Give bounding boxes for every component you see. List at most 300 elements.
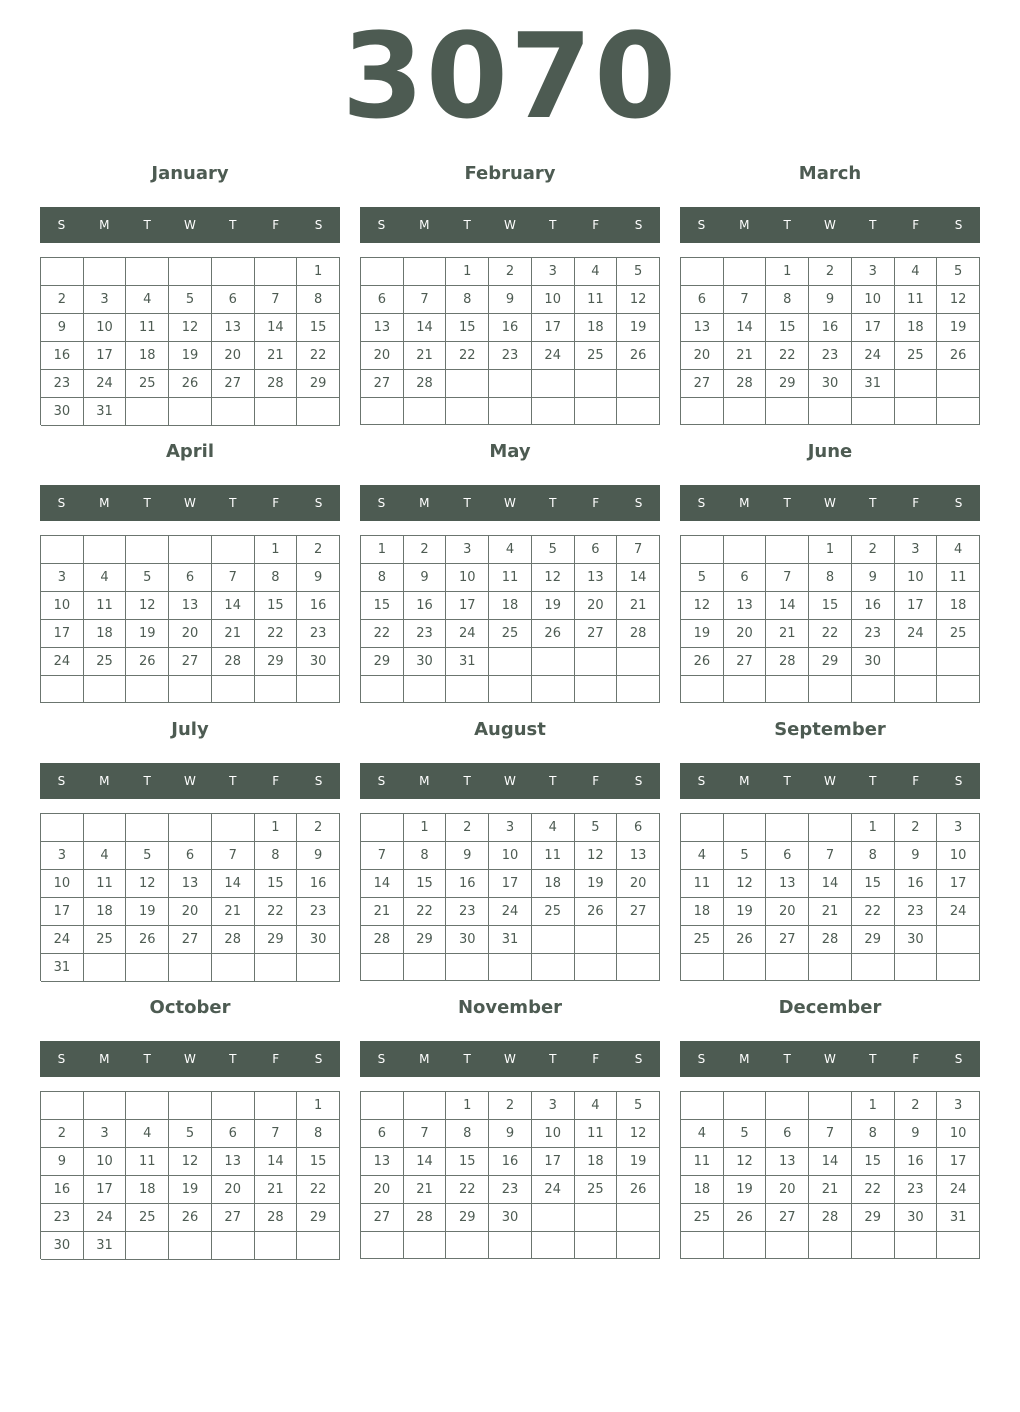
day-cell: 11 xyxy=(575,1120,618,1148)
day-cell: 23 xyxy=(41,1204,84,1232)
weekday-label: S xyxy=(314,218,323,232)
day-cell: 10 xyxy=(937,842,980,870)
empty-day-cell xyxy=(575,926,618,954)
month-july xyxy=(40,713,340,983)
day-cell: 31 xyxy=(84,398,127,426)
days-grid xyxy=(680,257,980,425)
day-cell: 12 xyxy=(724,1148,767,1176)
empty-day-cell xyxy=(617,926,660,954)
day-cell: 27 xyxy=(169,648,212,676)
day-cell: 28 xyxy=(212,926,255,954)
day-cell: 13 xyxy=(361,1148,404,1176)
day-cell: 23 xyxy=(297,898,340,926)
day-cell: 25 xyxy=(126,370,169,398)
day-cell: 15 xyxy=(361,592,404,620)
day-cell: 3 xyxy=(41,842,84,870)
empty-day-cell xyxy=(126,1092,169,1120)
day-cell: 1 xyxy=(297,258,340,286)
day-cell: 3 xyxy=(84,1120,127,1148)
weekday-header xyxy=(680,763,980,799)
day-cell: 22 xyxy=(297,1176,340,1204)
day-cell: 17 xyxy=(852,314,895,342)
day-cell: 10 xyxy=(84,314,127,342)
weekday-label: F xyxy=(592,218,600,232)
day-cell: 12 xyxy=(126,870,169,898)
day-cell: 24 xyxy=(41,648,84,676)
days-grid xyxy=(680,813,980,981)
weekday-label: W xyxy=(184,496,196,510)
day-cell: 8 xyxy=(446,1120,489,1148)
day-cell: 19 xyxy=(169,342,212,370)
day-cell: 25 xyxy=(575,1176,618,1204)
day-cell: 2 xyxy=(489,258,532,286)
day-cell: 28 xyxy=(404,1204,447,1232)
empty-day-cell xyxy=(446,398,489,425)
empty-day-cell xyxy=(681,258,724,286)
weekday-header xyxy=(40,1041,340,1077)
day-cell: 16 xyxy=(895,870,938,898)
day-cell: 17 xyxy=(41,898,84,926)
day-cell: 6 xyxy=(361,286,404,314)
weekday-label: T xyxy=(143,1052,151,1066)
weekday-label: S xyxy=(57,774,66,788)
day-cell: 25 xyxy=(84,926,127,954)
day-cell: 2 xyxy=(809,258,852,286)
day-cell: 8 xyxy=(361,564,404,592)
day-cell: 26 xyxy=(169,1204,212,1232)
weekday-label: F xyxy=(592,496,600,510)
month-name: October xyxy=(149,997,231,1018)
empty-day-cell xyxy=(532,1204,575,1232)
day-cell: 2 xyxy=(852,536,895,564)
month-name: September xyxy=(774,719,886,740)
day-cell: 24 xyxy=(489,898,532,926)
month-february xyxy=(360,157,660,427)
empty-day-cell xyxy=(169,258,212,286)
weekday-label: W xyxy=(824,218,836,232)
day-cell: 6 xyxy=(169,564,212,592)
weekday-label: S xyxy=(377,1052,386,1066)
weekday-label: S xyxy=(697,774,706,788)
weekday-label: F xyxy=(912,774,920,788)
weekday-label: W xyxy=(504,774,516,788)
day-cell: 29 xyxy=(809,648,852,676)
day-cell: 1 xyxy=(446,1092,489,1120)
day-cell: 15 xyxy=(297,1148,340,1176)
day-cell: 14 xyxy=(361,870,404,898)
day-cell: 16 xyxy=(41,1176,84,1204)
day-cell: 24 xyxy=(532,1176,575,1204)
day-cell: 21 xyxy=(404,342,447,370)
weekday-label: W xyxy=(504,496,516,510)
days-grid xyxy=(360,535,660,703)
day-cell: 28 xyxy=(617,620,660,648)
day-cell: 12 xyxy=(937,286,980,314)
day-cell: 10 xyxy=(852,286,895,314)
weekday-label: S xyxy=(314,774,323,788)
day-cell: 11 xyxy=(126,314,169,342)
day-cell: 25 xyxy=(937,620,980,648)
day-cell: 13 xyxy=(212,1148,255,1176)
empty-day-cell xyxy=(681,954,724,981)
day-cell: 13 xyxy=(575,564,618,592)
day-cell: 17 xyxy=(895,592,938,620)
day-cell: 17 xyxy=(937,1148,980,1176)
day-cell: 21 xyxy=(617,592,660,620)
empty-day-cell xyxy=(169,1092,212,1120)
empty-day-cell xyxy=(169,814,212,842)
weekday-label: S xyxy=(634,1052,643,1066)
weekday-label: M xyxy=(99,496,110,510)
weekday-header xyxy=(360,207,660,243)
days-grid xyxy=(40,1091,340,1259)
day-cell: 19 xyxy=(575,870,618,898)
day-cell: 11 xyxy=(84,870,127,898)
day-cell: 6 xyxy=(766,1120,809,1148)
day-cell: 30 xyxy=(895,1204,938,1232)
empty-day-cell xyxy=(724,1092,767,1120)
day-cell: 20 xyxy=(212,342,255,370)
empty-day-cell xyxy=(809,676,852,703)
day-cell: 12 xyxy=(617,286,660,314)
day-cell: 15 xyxy=(852,870,895,898)
empty-day-cell xyxy=(446,1232,489,1259)
weekday-label: S xyxy=(697,218,706,232)
day-cell: 30 xyxy=(297,926,340,954)
day-cell: 15 xyxy=(255,870,298,898)
day-cell: 10 xyxy=(84,1148,127,1176)
day-cell: 20 xyxy=(361,1176,404,1204)
weekday-header xyxy=(40,485,340,521)
month-name: April xyxy=(165,441,215,462)
empty-day-cell xyxy=(404,676,447,703)
day-cell: 23 xyxy=(489,342,532,370)
day-cell: 4 xyxy=(681,842,724,870)
day-cell: 2 xyxy=(489,1092,532,1120)
empty-day-cell xyxy=(532,1232,575,1259)
weekday-label: S xyxy=(954,218,963,232)
day-cell: 11 xyxy=(937,564,980,592)
weekday-label: M xyxy=(739,1052,750,1066)
empty-day-cell xyxy=(212,536,255,564)
days-grid xyxy=(40,813,340,981)
empty-day-cell xyxy=(617,954,660,981)
day-cell: 14 xyxy=(255,1148,298,1176)
weekday-label: T xyxy=(783,496,791,510)
empty-day-cell xyxy=(255,1092,298,1120)
day-cell: 16 xyxy=(297,592,340,620)
day-cell: 18 xyxy=(489,592,532,620)
weekday-label: M xyxy=(419,774,430,788)
day-cell: 22 xyxy=(297,342,340,370)
day-cell: 18 xyxy=(681,1176,724,1204)
day-cell: 22 xyxy=(404,898,447,926)
day-cell: 22 xyxy=(766,342,809,370)
empty-day-cell xyxy=(724,814,767,842)
day-cell: 12 xyxy=(169,1148,212,1176)
day-cell: 10 xyxy=(41,592,84,620)
empty-day-cell xyxy=(852,676,895,703)
day-cell: 28 xyxy=(809,926,852,954)
day-cell: 21 xyxy=(809,898,852,926)
day-cell: 6 xyxy=(766,842,809,870)
weekday-label: S xyxy=(377,496,386,510)
empty-day-cell xyxy=(937,954,980,981)
weekday-label: T xyxy=(549,774,557,788)
empty-day-cell xyxy=(617,648,660,676)
empty-day-cell xyxy=(446,370,489,398)
weekday-label: S xyxy=(634,774,643,788)
day-cell: 18 xyxy=(895,314,938,342)
weekday-label: T xyxy=(229,218,237,232)
day-cell: 14 xyxy=(809,870,852,898)
day-cell: 7 xyxy=(724,286,767,314)
weekday-label: F xyxy=(272,218,280,232)
day-cell: 27 xyxy=(575,620,618,648)
empty-day-cell xyxy=(852,398,895,425)
weekday-label: W xyxy=(504,1052,516,1066)
day-cell: 19 xyxy=(617,314,660,342)
empty-day-cell xyxy=(169,398,212,426)
day-cell: 11 xyxy=(681,870,724,898)
day-cell: 6 xyxy=(169,842,212,870)
day-cell: 7 xyxy=(809,1120,852,1148)
day-cell: 8 xyxy=(446,286,489,314)
weekday-label: T xyxy=(143,774,151,788)
day-cell: 7 xyxy=(766,564,809,592)
empty-day-cell xyxy=(617,370,660,398)
month-october xyxy=(40,991,340,1261)
empty-day-cell xyxy=(895,648,938,676)
day-cell: 28 xyxy=(724,370,767,398)
day-cell: 26 xyxy=(724,1204,767,1232)
day-cell: 5 xyxy=(169,286,212,314)
day-cell: 13 xyxy=(766,1148,809,1176)
day-cell: 16 xyxy=(41,342,84,370)
day-cell: 4 xyxy=(126,286,169,314)
weekday-label: T xyxy=(229,496,237,510)
empty-day-cell xyxy=(446,954,489,981)
weekday-label: T xyxy=(143,496,151,510)
day-cell: 20 xyxy=(575,592,618,620)
day-cell: 15 xyxy=(446,1148,489,1176)
day-cell: 21 xyxy=(404,1176,447,1204)
day-cell: 22 xyxy=(446,342,489,370)
empty-day-cell xyxy=(41,676,84,703)
weekday-label: M xyxy=(419,1052,430,1066)
weekday-label: S xyxy=(377,218,386,232)
weekday-label: T xyxy=(463,774,471,788)
empty-day-cell xyxy=(724,398,767,425)
empty-day-cell xyxy=(126,258,169,286)
empty-day-cell xyxy=(489,370,532,398)
day-cell: 31 xyxy=(852,370,895,398)
day-cell: 6 xyxy=(361,1120,404,1148)
weekday-header xyxy=(40,763,340,799)
day-cell: 27 xyxy=(212,1204,255,1232)
day-cell: 17 xyxy=(41,620,84,648)
day-cell: 18 xyxy=(84,620,127,648)
weekday-label: S xyxy=(314,1052,323,1066)
weekday-label: T xyxy=(783,218,791,232)
day-cell: 21 xyxy=(361,898,404,926)
weekday-label: S xyxy=(57,1052,66,1066)
day-cell: 27 xyxy=(617,898,660,926)
day-cell: 9 xyxy=(41,1148,84,1176)
weekday-label: S xyxy=(954,496,963,510)
day-cell: 9 xyxy=(41,314,84,342)
day-cell: 8 xyxy=(297,286,340,314)
empty-day-cell xyxy=(766,954,809,981)
empty-day-cell xyxy=(937,398,980,425)
day-cell: 2 xyxy=(297,536,340,564)
day-cell: 3 xyxy=(937,1092,980,1120)
weekday-label: W xyxy=(504,218,516,232)
day-cell: 9 xyxy=(404,564,447,592)
empty-day-cell xyxy=(489,954,532,981)
day-cell: 15 xyxy=(766,314,809,342)
month-name: March xyxy=(798,163,862,184)
weekday-label: W xyxy=(824,774,836,788)
day-cell: 18 xyxy=(937,592,980,620)
day-cell: 28 xyxy=(212,648,255,676)
weekday-header xyxy=(680,485,980,521)
day-cell: 2 xyxy=(41,286,84,314)
empty-day-cell xyxy=(361,1092,404,1120)
day-cell: 15 xyxy=(297,314,340,342)
day-cell: 6 xyxy=(212,1120,255,1148)
empty-day-cell xyxy=(84,814,127,842)
day-cell: 1 xyxy=(809,536,852,564)
empty-day-cell xyxy=(126,1232,169,1260)
weekday-label: T xyxy=(549,496,557,510)
day-cell: 29 xyxy=(297,1204,340,1232)
day-cell: 23 xyxy=(297,620,340,648)
empty-day-cell xyxy=(575,954,618,981)
weekday-label: S xyxy=(57,218,66,232)
day-cell: 8 xyxy=(852,1120,895,1148)
empty-day-cell xyxy=(404,258,447,286)
day-cell: 24 xyxy=(895,620,938,648)
weekday-label: T xyxy=(463,218,471,232)
day-cell: 20 xyxy=(681,342,724,370)
weekday-label: F xyxy=(912,1052,920,1066)
day-cell: 26 xyxy=(532,620,575,648)
day-cell: 29 xyxy=(255,926,298,954)
day-cell: 28 xyxy=(404,370,447,398)
empty-day-cell xyxy=(255,258,298,286)
day-cell: 13 xyxy=(361,314,404,342)
empty-day-cell xyxy=(895,954,938,981)
day-cell: 4 xyxy=(489,536,532,564)
day-cell: 17 xyxy=(937,870,980,898)
empty-day-cell xyxy=(84,536,127,564)
day-cell: 8 xyxy=(255,842,298,870)
day-cell: 16 xyxy=(446,870,489,898)
empty-day-cell xyxy=(724,954,767,981)
day-cell: 20 xyxy=(766,898,809,926)
month-name: February xyxy=(464,163,556,184)
day-cell: 11 xyxy=(895,286,938,314)
empty-day-cell xyxy=(617,398,660,425)
day-cell: 30 xyxy=(489,1204,532,1232)
day-cell: 26 xyxy=(169,370,212,398)
day-cell: 2 xyxy=(895,814,938,842)
empty-day-cell xyxy=(575,676,618,703)
day-cell: 10 xyxy=(532,1120,575,1148)
day-cell: 2 xyxy=(895,1092,938,1120)
day-cell: 8 xyxy=(255,564,298,592)
day-cell: 6 xyxy=(617,814,660,842)
day-cell: 27 xyxy=(681,370,724,398)
weekday-label: W xyxy=(824,1052,836,1066)
weekday-label: T xyxy=(229,774,237,788)
day-cell: 21 xyxy=(212,620,255,648)
day-cell: 5 xyxy=(937,258,980,286)
day-cell: 4 xyxy=(126,1120,169,1148)
day-cell: 11 xyxy=(489,564,532,592)
day-cell: 25 xyxy=(84,648,127,676)
weekday-label: W xyxy=(824,496,836,510)
empty-day-cell xyxy=(404,398,447,425)
empty-day-cell xyxy=(446,676,489,703)
days-grid xyxy=(680,535,980,703)
empty-day-cell xyxy=(809,1092,852,1120)
day-cell: 15 xyxy=(446,314,489,342)
day-cell: 5 xyxy=(617,1092,660,1120)
day-cell: 4 xyxy=(681,1120,724,1148)
empty-day-cell xyxy=(297,676,340,703)
day-cell: 2 xyxy=(297,814,340,842)
day-cell: 13 xyxy=(617,842,660,870)
weekday-label: T xyxy=(869,1052,877,1066)
weekday-label: W xyxy=(184,218,196,232)
empty-day-cell xyxy=(255,954,298,982)
day-cell: 3 xyxy=(41,564,84,592)
weekday-label: F xyxy=(272,774,280,788)
day-cell: 8 xyxy=(852,842,895,870)
empty-day-cell xyxy=(766,536,809,564)
day-cell: 11 xyxy=(84,592,127,620)
day-cell: 30 xyxy=(852,648,895,676)
day-cell: 6 xyxy=(681,286,724,314)
empty-day-cell xyxy=(489,648,532,676)
month-september xyxy=(680,713,980,983)
day-cell: 24 xyxy=(937,898,980,926)
day-cell: 1 xyxy=(255,536,298,564)
day-cell: 14 xyxy=(404,1148,447,1176)
month-name: November xyxy=(457,997,563,1018)
day-cell: 13 xyxy=(681,314,724,342)
day-cell: 12 xyxy=(575,842,618,870)
empty-day-cell xyxy=(575,1232,618,1259)
day-cell: 10 xyxy=(895,564,938,592)
empty-day-cell xyxy=(489,676,532,703)
day-cell: 29 xyxy=(255,648,298,676)
day-cell: 20 xyxy=(617,870,660,898)
day-cell: 31 xyxy=(446,648,489,676)
day-cell: 20 xyxy=(169,620,212,648)
day-cell: 12 xyxy=(681,592,724,620)
day-cell: 27 xyxy=(766,926,809,954)
empty-day-cell xyxy=(532,954,575,981)
empty-day-cell xyxy=(724,258,767,286)
month-name: June xyxy=(807,441,853,462)
empty-day-cell xyxy=(361,1232,404,1259)
day-cell: 11 xyxy=(126,1148,169,1176)
empty-day-cell xyxy=(255,1232,298,1260)
day-cell: 15 xyxy=(255,592,298,620)
